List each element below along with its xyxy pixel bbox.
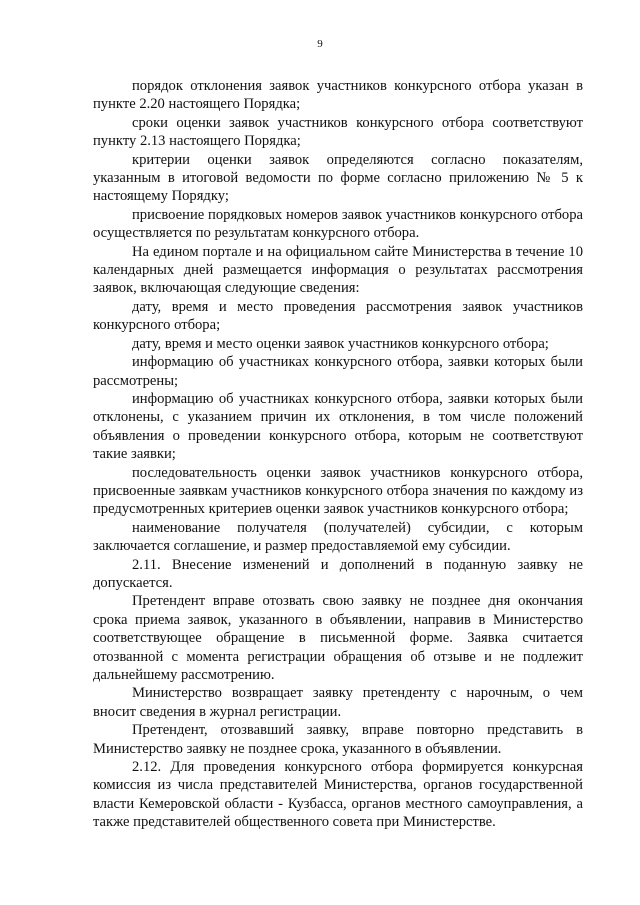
paragraph: информацию об участниках конкурсного отбора, заявки которых были отклонены, с указанием причин их отклонения, в том числе положений объявления о проведении конкурсного отбора, которым не соответствуют такие заявки; — [93, 390, 583, 463]
paragraph: последовательность оценки заявок участников конкурсного отбора, присвоенные заявкам участников конкурсного отбора значения по каждому из предусмотренных критериев оценки заявок участников конкурсного отбора; — [93, 464, 583, 518]
paragraph: Претендент, отозвавший заявку, вправе повторно представить в Министерство заявку не позднее срока, указанного в объявлении. — [93, 722, 583, 757]
paragraph: сроки оценки заявок участников конкурсного отбора соответствуют пункту 2.13 настоящего Порядка; — [93, 114, 583, 150]
paragraph: Претендент вправе отозвать свою заявку не позднее дня окончания срока приема заявок, указанного в объявлении, направив в Министерство соответствующее обращение в письменной форме. Заявка считается отозванной с момента регистрации обращения об отзыве и не подлежит дальнейшему рассмотрению. — [93, 593, 583, 683]
paragraph: Министерство возвращает заявку претенденту с нарочным, о чем вносит сведения в журнал регистрации. — [93, 685, 583, 720]
paragraph: критерии оценки заявок определяются согласно показателям, указанным в итоговой ведомости по форме согласно приложению № 5 к настоящему Порядку; — [93, 151, 583, 205]
paragraph: порядок отклонения заявок участников конкурсного отбора указан в пункте 2.20 настоящего Порядка; — [93, 78, 583, 113]
paragraph: информацию об участниках конкурсного отбора, заявки которых были рассмотрены; — [93, 354, 583, 389]
paragraph: наименование получателя (получателей) субсидии, с которым заключается соглашение, и размер предоставляемой ему субсидии. — [93, 519, 583, 555]
document-body — [93, 77, 583, 832]
paragraph: 2.12. Для проведения конкурсного отбора формируется конкурсная комиссия из числа представителей Министерства, органов государственной власти Кемеровской области - Кузбасса, органов местного самоуправления, а также представителей общественного совета при Министерстве. — [93, 759, 583, 831]
paragraph: дату, время и место оценки заявок участников конкурсного отбора; — [132, 335, 549, 352]
paragraph: присвоение порядковых номеров заявок участников конкурсного отбора осуществляется по результатам конкурсного отбора. — [93, 206, 583, 242]
page-number: 9 — [317, 38, 323, 50]
paragraph: 2.11. Внесение изменений и дополнений в поданную заявку не допускается. — [93, 556, 583, 591]
paragraph: дату, время и место проведения рассмотрения заявок участников конкурсного отбора; — [93, 298, 583, 334]
paragraph: На едином портале и на официальном сайте Министерства в течение 10 календарных дней размещается информация о результатах рассмотрения заявок, включающая следующие сведения: — [93, 243, 583, 297]
